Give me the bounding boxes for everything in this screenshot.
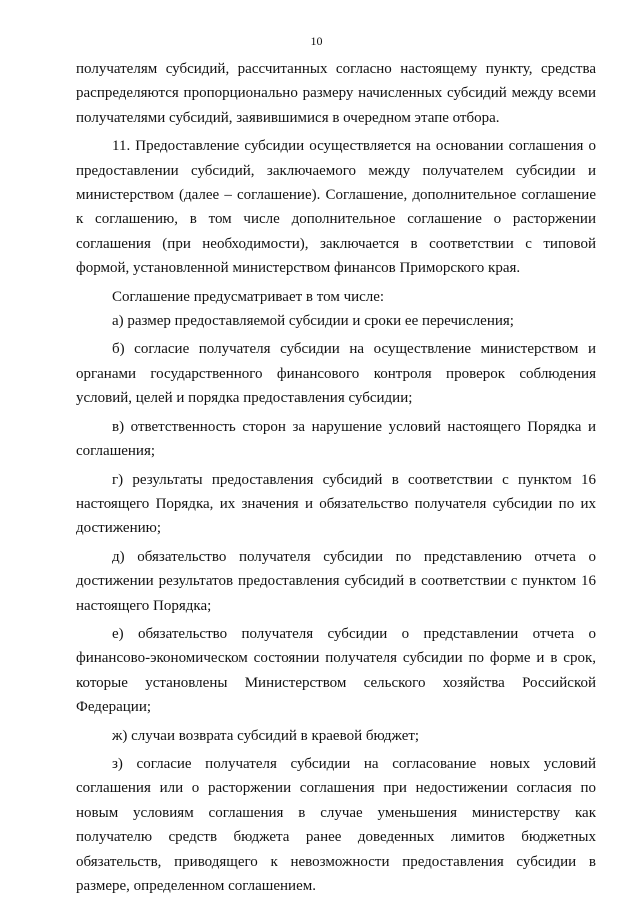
list-item-g: г) результаты предоставления субсидий в соответствии с пунктом 16 настоящего Порядка, их значения и обязательство получателя субсидии по их достижению; xyxy=(76,471,596,537)
list-item-b: б) согласие получателя субсидии на осуществление министерством и органами государственного финансового контроля проверок соблюдения условий, целей и порядка предоставления субсидии; xyxy=(76,341,596,407)
list-item-zh: ж) случаи возврата субсидий в краевой бюджет; xyxy=(112,727,420,744)
list-item-e: е) обязательство получателя субсидии о представлении отчета о финансово-экономическом состоянии получателя субсидии по форме и в срок, которые установлены Министерством сельского хозяйства Российской Федерации; xyxy=(76,625,596,716)
document-body xyxy=(76,57,596,898)
list-item-v: в) ответственность сторон за нарушение условий настоящего Порядка и соглашения; xyxy=(76,418,596,460)
list-item-a: а) размер предоставляемой субсидии и сроки ее перечисления; xyxy=(112,313,514,330)
paragraph-agreement-intro: Соглашение предусматривает в том числе: xyxy=(112,288,385,305)
paragraph-continuation: получателям субсидий, рассчитанных согласно настоящему пункту, средства распределяются пропорционально размеру начисленных субсидий между всеми получателями субсидий, заявившимися в очередном этапе отбора. xyxy=(76,61,596,126)
list-item-z: з) согласие получателя субсидии на согласование новых условий соглашения или о расторжении соглашения при недостижении согласия по новым условиям соглашения в случае уменьшения министерству как получателю средств бюджета ранее доведенных лимитов бюджетных обязательств, приводящего к невозможности предоставления субсидии в размере, определенном соглашением. xyxy=(76,755,596,894)
list-item-d: д) обязательство получателя субсидии по представлению отчета о достижении результатов предоставления субсидий в соответствии с пунктом 16 настоящего Порядка; xyxy=(76,548,596,614)
page-number: 10 xyxy=(310,34,323,48)
paragraph-item-11: 11. Предоставление субсидии осуществляется на основании соглашения о предоставлении субсидий, заключаемого между получателем субсидии и министерством (далее – соглашение). Соглашение, дополнительное соглашение к соглашению, в том числе дополнительное соглашение о расторжении соглашения (при необходимости), заключается в соответствии с типовой формой, установленной министерством финансов Приморского края. xyxy=(76,138,596,277)
